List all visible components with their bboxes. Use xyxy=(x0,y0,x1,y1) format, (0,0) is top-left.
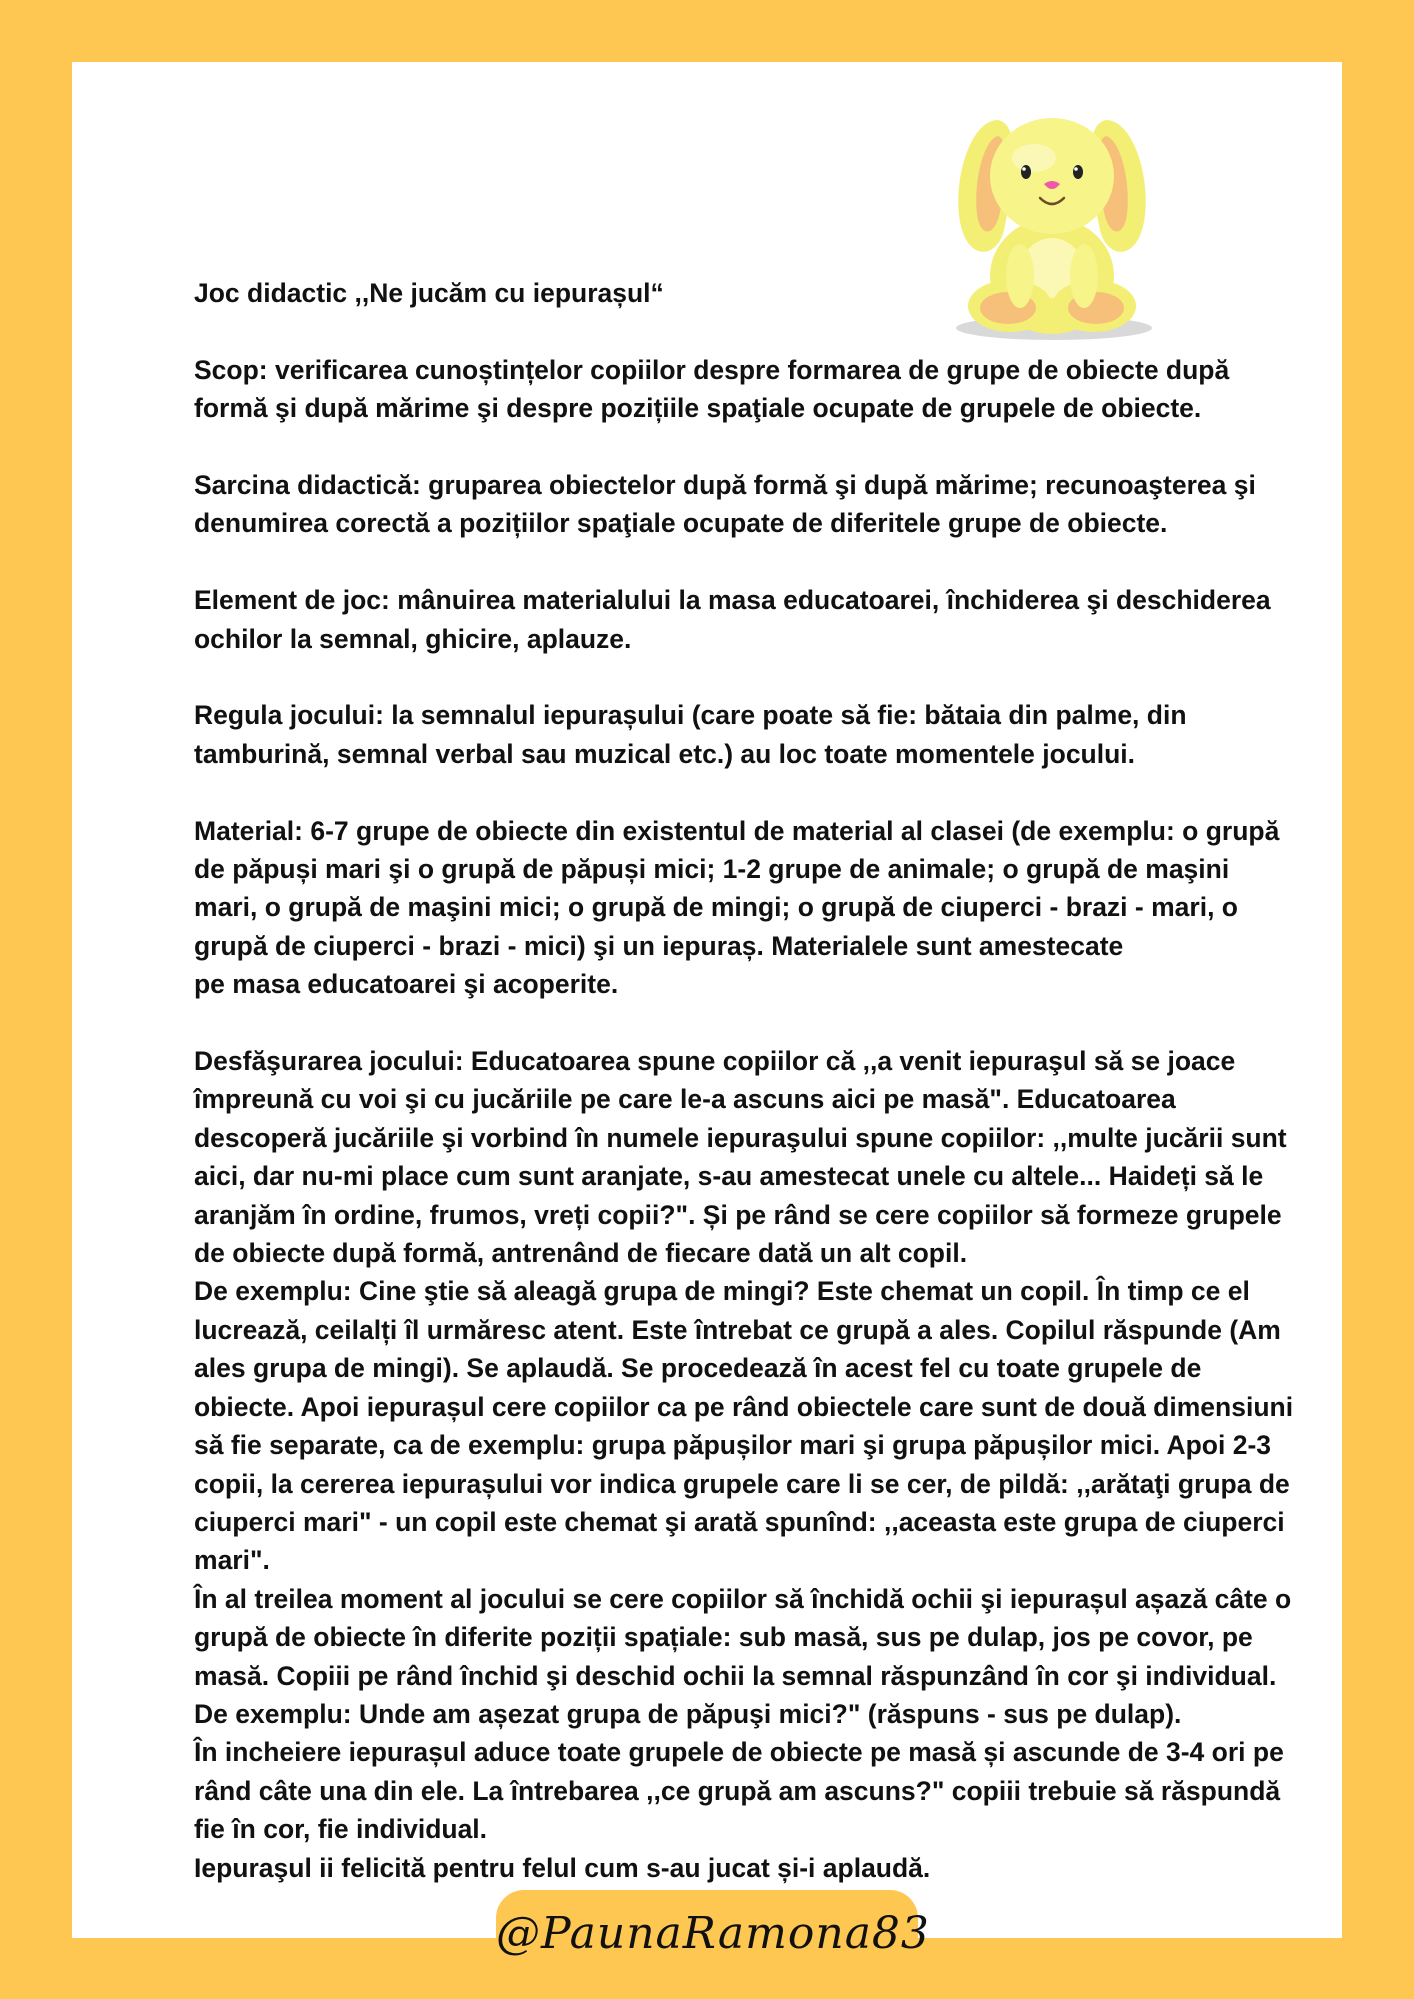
desfasurare-final: Iepuraşul ii felicită pentru felul cum s-au jucat și-i aplaudă. xyxy=(194,1852,931,1883)
section-element-de-joc: Element de joc: mânuirea materialului la masa educatoarei, închiderea şi deschiderea ochilor la semnal, ghicire, aplauze. xyxy=(194,585,1271,654)
section-material: Material: 6-7 grupe de obiecte din existentul de material al clasei (de exemplu: o grupă de păpuși mari şi o grupă de păpuși mici; 1-2 grupe de animale; o grupă de maşini mari, o grupă de maşini mici; o grupă de mingi; o grupă de ciuperci - brazi - mari, o grupă de ciuperci - brazi - mici) şi un iepuraș. Materialele sunt amestecate pe masa educatoarei şi acoperite. xyxy=(194,815,1280,1000)
desfasurare-incheiere: În incheiere iepurașul aduce toate grupele de obiecte pe masă și ascunde de 3-4 ori pe rând câte una din ele. La întrebarea ,,ce grupă am ascuns?" copiii trebuie să răspundă fie în cor, fie individual. xyxy=(194,1737,1284,1845)
author-handle: @PaunaRamona83 xyxy=(496,1908,930,1959)
footer-handle-tab xyxy=(496,1890,930,1999)
desfasurare-moment-trei: În al treilea moment al jocului se cere copiilor să închidă ochii şi iepurașul așază câte o grupă de obiecte în diferite poziții spațiale: sub masă, sus pe dulap, jos pe covor, pe masă. Copiii pe rând închid şi deschid ochii la semnal răspunzând în cor şi individual. De exemplu: Unde am așezat grupa de păpuşi mici?" (răspuns - sus pe dulap). xyxy=(194,1583,1292,1729)
section-desfasurare: Desfăşurarea jocului: Educatoarea spune copiilor că ,,a venit iepuraşul să se joace împreună cu voi şi cu jucăriile pe care le-a ascuns aici pe masă". Educatoarea descoperă jucăriile şi vorbind în numele iepuraşului spune copiilor: ,,multe jucării sunt aici, dar nu-mi place cum sunt aranjate, s-au amestecat unele cu altele... Haideți să le aranjăm în ordine, frumos, vreți copii?". Și pe rând se cere copiilor să formeze grupele de obiecte după formă, antrenând de fiecare dată un alt copil. xyxy=(194,1046,1287,1269)
section-sarcina-didactica: Sarcina didactică: gruparea obiectelor după formă şi după mărime; recunoaşterea şi denumirea corectă a pozițiilor spaţiale ocupate de diferitele grupe de obiecte. xyxy=(194,470,1256,539)
desfasurare-exemplu: De exemplu: Cine ştie să aleagă grupa de mingi? Este chemat un copil. În timp ce el lucrează, ceilalți îl urmăresc atent. Este întrebat ce grupă a ales. Copilul răspunde (Am ales grupa de mingi). Se aplaudă. Se procedează în acest fel cu toate grupele de obiecte. Apoi iepurașul cere copiilor ca pe rând obiectele care sunt de două dimensiuni să fie separate, ca de exemplu: grupa păpușilor mari şi grupa păpușilor mici. Apoi 2-3 copii, la cererea iepurașului vor indica grupele care li se cer, de pildă: ,,arătaţi grupa de ciuperci mari" - un copil este chemat şi arată spunînd: ,,aceasta este grupa de ciuperci mari". xyxy=(194,1276,1294,1576)
document-body xyxy=(194,274,1374,1887)
section-scop: Scop: verificarea cunoștințelor copiilor despre formarea de grupe de obiecte după formă şi după mărime şi despre pozițiile spaţiale ocupate de grupele de obiecte. xyxy=(194,354,1230,424)
document-page xyxy=(72,62,1342,1938)
section-regula-jocului: Regula jocului: la semnalul iepurașului (care poate să fie: bătaia din palme, din tamburină, semnal verbal sau muzical etc.) au loc toate momentele jocului. xyxy=(194,700,1187,769)
document-title: Joc didactic ,,Ne jucăm cu iepurașul“ xyxy=(194,278,664,308)
